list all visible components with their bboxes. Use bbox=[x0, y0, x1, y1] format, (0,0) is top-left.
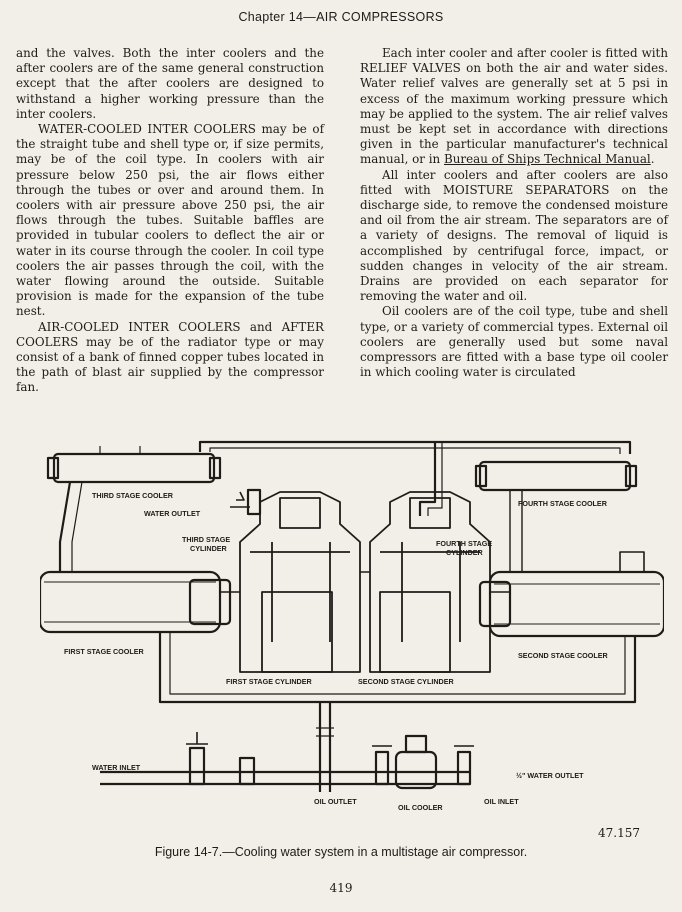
right-paragraph-3: Oil coolers are of the coil type, tube and shell type, or a variety of commercial types. External oil coolers are generally used but some naval compressors are fitted with a base type oil cooler in which cooling water is circulated bbox=[360, 304, 668, 380]
right-paragraph-2: All inter coolers and after coolers are also fitted with MOISTURE SEPARATORS on the discharge side, to remove the condensed moisture and oil from the air stream. The separators are of a variety of designs. The removal of liquid is accomplished by centrifugal force, impact, or sudden changes in velocity of the air stream. Drains are provided on each separator for removing the water and oil. bbox=[360, 167, 668, 304]
left-column bbox=[16, 46, 324, 396]
label-water-inlet: WATER INLET bbox=[92, 763, 141, 772]
second-stage-cooler bbox=[490, 572, 664, 636]
figure-number: 47.157 bbox=[598, 826, 640, 840]
label-fourth-stage-cylinder-line1: FOURTH STAGE bbox=[436, 539, 493, 548]
label-fourth-stage-cylinder-line2: CYLINDER bbox=[446, 548, 483, 557]
label-fourth-stage-cooler: FOURTH STAGE COOLER bbox=[518, 499, 607, 508]
right-paragraph-1-text: Each inter cooler and after cooler is fitted with RELIEF VALVES on both the air and water sides. Water relief valves are generally set at 5 psi in excess of the maximum working pressure which may be applied to the system. The air relief valves must be kept set in accordance with directions given in the particular manufacturer's technical manual, or in bbox=[360, 46, 668, 167]
third-stage-cooler bbox=[54, 454, 214, 482]
page-number: 419 bbox=[329, 881, 353, 895]
left-paragraph-1: and the valves. Both the inter coolers and the after coolers are of the same general construction except that the after coolers are designed to withstand a higher working pressure than the inter coolers. bbox=[16, 46, 324, 121]
water-inlet-pipe bbox=[100, 772, 470, 784]
chapter-header: Chapter 14—AIR COMPRESSORS bbox=[238, 10, 444, 24]
left-paragraph-2: WATER-COOLED INTER COOLERS may be of the straight tube and shell type or, if size permits, may be of the coil type. In coolers with air pressure below 250 psi, the air flows either through the tubes or over and around them. In coolers with air pressure above 250 psi, the air flows through the tubes. Suitable baffles are provided in tubular coolers to deflect the air or water in its course through the cooler. In coil type coolers the air passes through the coil, with the water flowing around the outside. Suitable provision is made for the expansion of the tube nest. bbox=[16, 122, 324, 319]
label-first-stage-cylinder: FIRST STAGE CYLINDER bbox=[226, 677, 312, 686]
label-second-stage-cylinder: SECOND STAGE CYLINDER bbox=[358, 677, 454, 686]
right-column bbox=[360, 46, 668, 380]
bureau-manual-reference: Bureau of Ships Technical Manual bbox=[444, 152, 651, 167]
right-paragraph-1-end: . bbox=[650, 152, 655, 167]
label-third-stage-cylinder-line1: THIRD STAGE bbox=[182, 535, 231, 544]
label-second-stage-cooler: SECOND STAGE COOLER bbox=[518, 651, 608, 660]
label-first-stage-cooler: FIRST STAGE COOLER bbox=[64, 647, 144, 656]
label-third-stage-cooler: THIRD STAGE COOLER bbox=[92, 491, 173, 500]
oil-cooler bbox=[396, 752, 436, 788]
figure-caption: Figure 14-7.—Cooling water system in a multistage air compressor. bbox=[154, 845, 528, 859]
third-stage-cylinder bbox=[240, 492, 360, 672]
label-water-outlet: WATER OUTLET bbox=[144, 509, 201, 518]
label-third-stage-cylinder-line2: CYLINDER bbox=[190, 544, 227, 553]
right-paragraph-1 bbox=[360, 46, 668, 168]
label-oil-cooler: OIL COOLER bbox=[398, 803, 443, 812]
cooling-system-figure bbox=[40, 432, 664, 842]
lower-water-pipe bbox=[160, 632, 635, 702]
left-paragraph-3: AIR-COOLED INTER COOLERS and AFTER COOLERS may be of the radiator type or may consist of a bank of finned copper tubes located in the path of blast air supplied by the compressor fan. bbox=[16, 319, 324, 395]
cooling-system-diagram bbox=[40, 432, 664, 842]
fourth-stage-cylinder bbox=[370, 492, 493, 672]
label-half-inch-water-outlet: ½" WATER OUTLET bbox=[516, 771, 584, 780]
label-oil-outlet: OIL OUTLET bbox=[314, 797, 357, 806]
label-oil-inlet: OIL INLET bbox=[484, 797, 519, 806]
fourth-stage-cooler bbox=[480, 462, 630, 490]
